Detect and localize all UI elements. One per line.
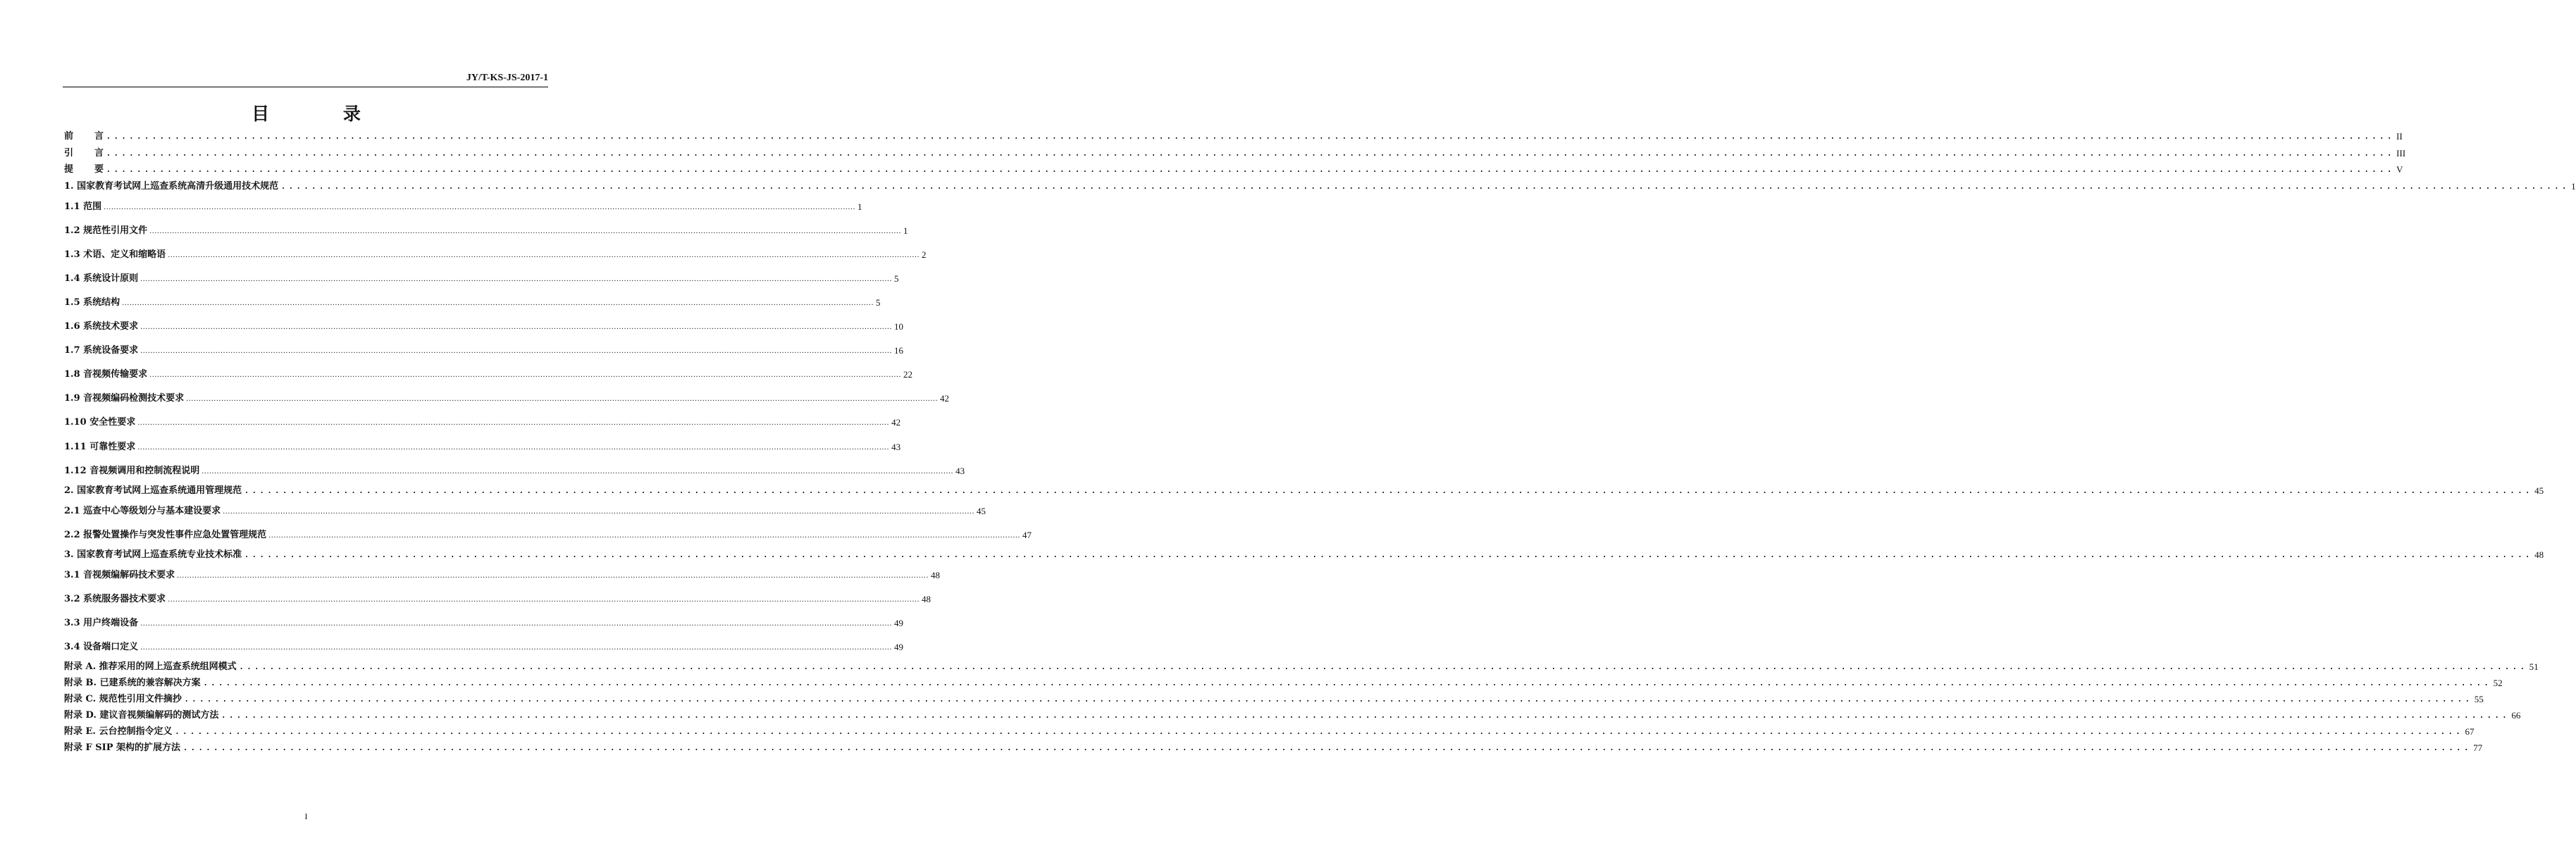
toc-leader-dots: ............................................................................................................................................................................................................................................................................................................: [140, 275, 893, 283]
toc-leader-dots: ............................................................................................................................................................................................................................................................................................................: [182, 742, 2472, 753]
toc-entry[interactable]: [64, 245, 927, 261]
toc-entry-page: II: [2396, 131, 2403, 142]
toc-entry-label: [64, 148, 104, 159]
toc-entry-page: 48: [922, 594, 931, 604]
toc-entry-page: 42: [940, 393, 950, 404]
toc-entry[interactable]: [64, 481, 2544, 497]
toc-entry-label-part: 提: [64, 164, 74, 175]
toc-entry-label: 附录 A. 推荐采用的网上巡查系统组网模式: [64, 661, 237, 672]
toc-entry-label: 1.12 音视频调用和控制流程说明: [64, 466, 200, 476]
page-number: I: [304, 811, 308, 821]
toc-entry-label: 1.11 可靠性要求: [64, 442, 136, 452]
toc-entry-label-part: 言: [94, 148, 104, 158]
toc-entry-label: 2.1 巡查中心等级划分与基本建设要求: [64, 506, 221, 516]
toc-entry-page: 48: [2534, 549, 2544, 560]
toc-entry-label: 附录 F SIP 架构的扩展方法: [64, 742, 181, 753]
toc-entry-label: 附录 D. 建议音视频编解码的测试方法: [64, 710, 219, 721]
toc-entry[interactable]: [64, 127, 2403, 142]
toc-entry[interactable]: [64, 269, 899, 285]
toc-entry[interactable]: [64, 657, 2539, 673]
toc-leader-dots: ............................................................................................................................................................................................................................................................................................................: [244, 485, 2533, 496]
toc-leader-dots: ............................................................................................................................................................................................................................................................................................................: [140, 323, 893, 331]
toc-leader-dots: ............................................................................................................................................................................................................................................................................................................: [106, 131, 2395, 142]
toc-leader-dots: ............................................................................................................................................................................................................................................................................................................: [149, 371, 902, 379]
toc-entry-page: 45: [977, 506, 986, 516]
toc-entry[interactable]: [64, 389, 950, 404]
toc-entry-label: 1.1 范围: [64, 201, 102, 212]
toc-entry-page: 77: [2473, 742, 2483, 753]
toc-entry-page: 66: [2511, 710, 2521, 721]
toc-entry[interactable]: [64, 437, 901, 453]
toc-entry-label: 3. 国家教育考试网上巡查系统专业技术标准: [64, 549, 242, 560]
toc-leader-dots: ............................................................................................................................................................................................................................................................................................................: [238, 661, 2527, 672]
toc-entry-page: 1: [857, 201, 862, 212]
toc-entry[interactable]: [64, 545, 2544, 561]
toc-entry[interactable]: [64, 144, 2406, 159]
toc-entry[interactable]: [64, 637, 904, 653]
toc-leader-dots: ............................................................................................................................................................................................................................................................................................................: [221, 710, 2510, 721]
toc-entry-label: 2. 国家教育考试网上巡查系统通用管理规范: [64, 485, 242, 496]
toc-leader-dots: ............................................................................................................................................................................................................................................................................................................: [223, 507, 975, 516]
toc-entry-page: 1: [903, 225, 908, 236]
toc-leader-dots: ............................................................................................................................................................................................................................................................................................................: [140, 643, 893, 652]
toc-leader-dots: ............................................................................................................................................................................................................................................................................................................: [268, 531, 1021, 540]
toc-entry-label-part: 前: [64, 131, 74, 142]
toc-entry-page: 47: [1022, 530, 1032, 540]
toc-entry[interactable]: [64, 738, 2483, 754]
toc-entry-page: 42: [891, 417, 901, 428]
toc-entry-label: 1.6 系统技术要求: [64, 321, 139, 332]
toc-leader-dots: ............................................................................................................................................................................................................................................................................................................: [183, 694, 2472, 704]
toc-leader-dots: ............................................................................................................................................................................................................................................................................................................: [186, 394, 939, 403]
document-code: JY/T-KS-JS-2017-1: [466, 73, 548, 83]
toc-leader-dots: ............................................................................................................................................................................................................................................................................................................: [244, 549, 2533, 560]
toc-entry-page: 22: [903, 369, 913, 380]
toc-entry[interactable]: [64, 525, 1032, 541]
toc-entry[interactable]: [64, 502, 986, 517]
toc-entry-page: V: [2396, 164, 2403, 175]
toc-leader-dots: ............................................................................................................................................................................................................................................................................................................: [149, 227, 902, 235]
toc-leader-dots: ............................................................................................................................................................................................................................................................................................................: [168, 595, 920, 604]
toc-entry[interactable]: [64, 722, 2475, 738]
toc-entry[interactable]: [64, 341, 904, 356]
toc-leader-dots: ............................................................................................................................................................................................................................................................................................................: [140, 619, 893, 628]
toc-entry-label: 3.1 音视频编解码技术要求: [64, 570, 175, 580]
toc-entry-page: 48: [931, 570, 941, 580]
page-title: 目 录: [252, 104, 395, 124]
toc-entry[interactable]: [64, 177, 2576, 192]
toc-entry-page: 10: [894, 321, 904, 332]
toc-entry[interactable]: [64, 197, 862, 213]
toc-entry[interactable]: [64, 590, 931, 605]
toc-entry[interactable]: [64, 221, 908, 237]
toc-entry-page: 55: [2474, 694, 2484, 704]
toc-entry-page: 2: [922, 249, 927, 260]
toc-entry-page: 45: [2534, 485, 2544, 496]
toc-leader-dots: ............................................................................................................................................................................................................................................................................................................: [137, 418, 890, 427]
toc-entry[interactable]: [64, 690, 2484, 705]
toc-entry-label: 1.7 系统设备要求: [64, 345, 139, 356]
toc-entry-label-part: 要: [94, 164, 104, 175]
toc-entry-label: 1.8 音视频传输要求: [64, 369, 148, 380]
toc-entry-label: 附录 E. 云台控制指令定义: [64, 726, 173, 737]
toc-entry-page: 5: [876, 297, 881, 308]
toc-entry[interactable]: [64, 413, 901, 428]
toc-entry[interactable]: [64, 614, 904, 629]
toc-entry-label: 1. 国家教育考试网上巡查系统高清升级通用技术规范: [64, 181, 279, 192]
toc-entry-label: 附录 B. 已建系统的兼容解决方案: [64, 678, 201, 688]
toc-entry[interactable]: [64, 317, 904, 332]
toc-entry-label: 1.4 系统设计原则: [64, 273, 139, 284]
toc-leader-dots: ............................................................................................................................................................................................................................................................................................................: [106, 164, 2395, 175]
toc-leader-dots: ............................................................................................................................................................................................................................................................................................................: [177, 571, 929, 580]
toc-entry[interactable]: [64, 365, 913, 380]
toc-leader-dots: ............................................................................................................................................................................................................................................................................................................: [168, 251, 920, 259]
toc-entry-label-part: 言: [94, 131, 104, 142]
toc-entry[interactable]: [64, 461, 965, 477]
toc-entry[interactable]: [64, 673, 2503, 689]
toc-entry-label: 附录 C. 规范性引用文件摘抄: [64, 694, 182, 704]
toc-entry-label: 2.2 报警处置操作与突发性事件应急处置管理规范: [64, 530, 267, 540]
toc-entry-page: 43: [955, 466, 965, 476]
toc-entry-page: 67: [2465, 726, 2475, 737]
toc-leader-dots: ............................................................................................................................................................................................................................................................................................................: [280, 181, 2570, 192]
toc-entry-page: 51: [2529, 661, 2539, 672]
toc-entry[interactable]: [64, 706, 2521, 721]
toc-entry-label: 3.3 用户终端设备: [64, 618, 139, 628]
toc-entry-page: III: [2396, 148, 2406, 158]
toc-leader-dots: ............................................................................................................................................................................................................................................................................................................: [137, 443, 890, 452]
toc-entry-label: 3.2 系统服务器技术要求: [64, 594, 166, 604]
toc-entry-page: 52: [2493, 678, 2503, 688]
toc-entry[interactable]: [64, 566, 941, 581]
toc-entry-page: 5: [894, 273, 899, 284]
toc-entry-label: 1.9 音视频编码检测技术要求: [64, 393, 185, 404]
toc-entry-label: 1.2 规范性引用文件: [64, 225, 148, 236]
toc-entry[interactable]: [64, 160, 2403, 175]
toc-entry[interactable]: [64, 293, 881, 309]
toc-entry-page: 49: [894, 642, 904, 652]
toc-leader-dots: ............................................................................................................................................................................................................................................................................................................: [122, 299, 874, 307]
toc-leader-dots: ............................................................................................................................................................................................................................................................................................................: [174, 726, 2463, 737]
toc-leader-dots: ............................................................................................................................................................................................................................................................................................................: [106, 148, 2395, 158]
toc-entry-label-part: 引: [64, 148, 74, 158]
toc-leader-dots: ............................................................................................................................................................................................................................................................................................................: [202, 467, 954, 475]
toc-entry-page: 49: [894, 618, 904, 628]
toc-entry-label: 3.4 设备端口定义: [64, 642, 139, 652]
toc-entry-label: 1.10 安全性要求: [64, 417, 136, 428]
toc-entry-label: [64, 131, 104, 142]
toc-entry-label: 1.5 系统结构: [64, 297, 120, 308]
toc-leader-dots: ............................................................................................................................................................................................................................................................................................................: [140, 347, 893, 355]
toc-entry-page: 43: [891, 442, 901, 452]
toc-leader-dots: ............................................................................................................................................................................................................................................................................................................: [104, 203, 856, 211]
toc-entry-label: 1.3 术语、定义和缩略语: [64, 249, 166, 260]
toc-leader-dots: ............................................................................................................................................................................................................................................................................................................: [202, 678, 2491, 688]
toc-entry-page: 16: [894, 345, 904, 356]
toc-entry-page: 1: [2571, 181, 2576, 192]
toc-entry-label: [64, 164, 104, 175]
